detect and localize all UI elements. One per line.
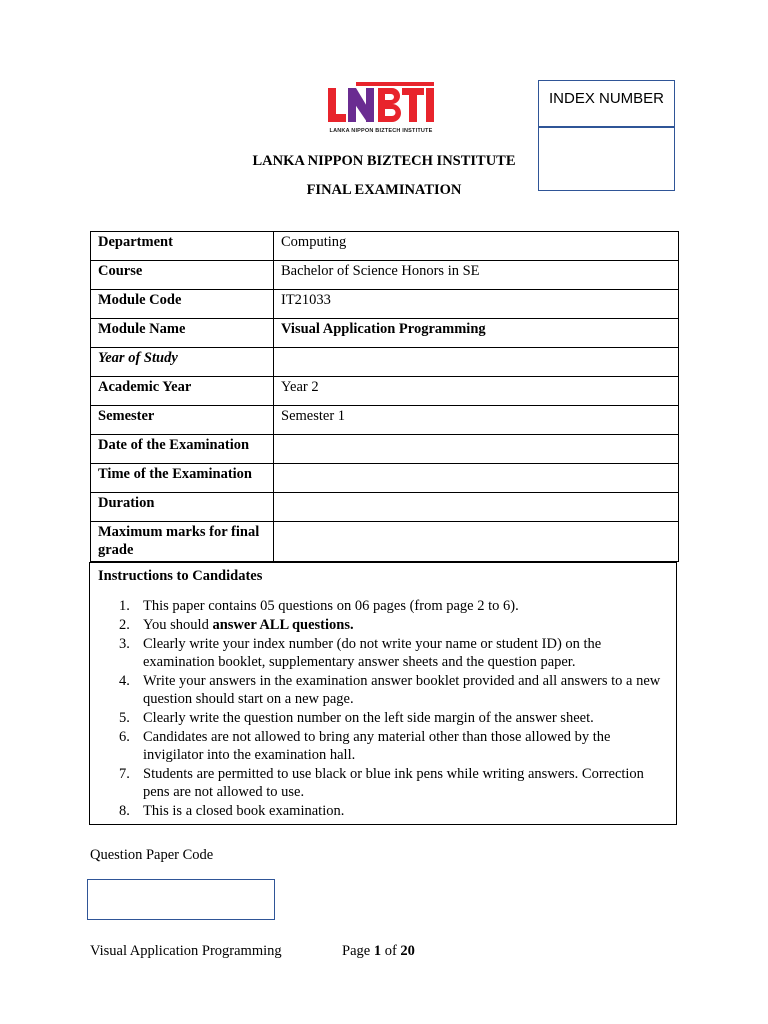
item-number: 7.	[119, 766, 130, 782]
instructions-title: Instructions to Candidates	[98, 568, 263, 584]
row-label-year-of-study: Year of Study	[91, 348, 274, 377]
list-item	[90, 802, 678, 820]
item-number: 3.	[119, 636, 130, 652]
row-value-max-marks	[274, 522, 679, 562]
exam-title: FINAL EXAMINATION	[306, 182, 462, 198]
index-number-box[interactable]	[538, 80, 675, 191]
row-label-department: Department	[91, 232, 274, 261]
instructions-list	[90, 597, 678, 821]
table-row	[91, 406, 679, 435]
row-value-semester: Semester 1	[274, 406, 679, 435]
table-row	[91, 232, 679, 261]
footer-module-name: Visual Application Programming	[90, 943, 282, 959]
row-label-course: Course	[91, 261, 274, 290]
page-current: 1	[373, 943, 382, 959]
list-item	[90, 672, 678, 708]
institute-name: LANKA NIPPON BIZTECH INSTITUTE	[252, 153, 516, 169]
question-paper-code-box[interactable]	[87, 879, 275, 920]
institute-logo	[326, 82, 436, 138]
lnbti-logo-mark	[326, 82, 436, 128]
item-text: This paper contains 05 questions on 06 pages (from page 2 to 6).	[143, 598, 519, 614]
logo-subtitle: LANKA NIPPON BIZTECH INSTITUTE	[329, 128, 433, 134]
item-text: Clearly write the question number on the left side margin of the answer sheet.	[143, 710, 594, 726]
list-item	[90, 616, 678, 634]
row-value-module-code: IT21033	[274, 290, 679, 319]
table-row	[91, 435, 679, 464]
row-label-exam-date: Date of the Examination	[91, 435, 274, 464]
index-number-title: INDEX NUMBER	[539, 81, 674, 128]
row-value-duration	[274, 493, 679, 522]
item-text: Candidates are not allowed to bring any material other than those allowed by the invigilator into the examination hall.	[143, 729, 611, 763]
row-value-exam-date	[274, 435, 679, 464]
item-number: 8.	[119, 803, 130, 819]
item-text: Students are permitted to use black or blue ink pens while writing answers. Correction pens are not allowed to use.	[143, 766, 644, 800]
item-text-bold: answer ALL questions.	[212, 617, 354, 633]
row-label-module-code: Module Code	[91, 290, 274, 319]
row-value-exam-time	[274, 464, 679, 493]
list-item	[90, 728, 678, 764]
page-word: Page	[342, 943, 371, 959]
row-value-course: Bachelor of Science Honors in SE	[274, 261, 679, 290]
list-item	[90, 709, 678, 727]
page-total: 20	[400, 943, 415, 959]
instructions-box	[89, 562, 677, 825]
table-row	[91, 319, 679, 348]
item-text: This is a closed book examination.	[143, 803, 345, 819]
item-number: 4.	[119, 673, 130, 689]
table-row	[91, 464, 679, 493]
list-item	[90, 635, 678, 671]
row-label-max-marks: Maximum marks for final grade	[91, 522, 274, 562]
table-row	[91, 348, 679, 377]
list-item	[90, 597, 678, 615]
item-text: Clearly write your index number (do not write your name or student ID) on the examination booklet, supplementary answer sheets and the question paper.	[143, 636, 602, 670]
item-number: 5.	[119, 710, 130, 726]
footer-page-number	[342, 943, 415, 960]
of-word: of	[384, 943, 397, 959]
table-row	[91, 377, 679, 406]
list-item	[90, 765, 678, 801]
row-value-department: Computing	[274, 232, 679, 261]
item-text-prefix: You should	[143, 617, 213, 633]
row-value-academic-year: Year 2	[274, 377, 679, 406]
table-row	[91, 290, 679, 319]
question-paper-code-label: Question Paper Code	[90, 847, 214, 863]
row-label-semester: Semester	[91, 406, 274, 435]
row-label-duration: Duration	[91, 493, 274, 522]
table-row	[91, 261, 679, 290]
item-number: 6.	[119, 729, 130, 745]
item-number: 2.	[119, 617, 130, 633]
row-label-academic-year: Academic Year	[91, 377, 274, 406]
table-row	[91, 522, 679, 562]
row-label-module-name: Module Name	[91, 319, 274, 348]
row-value-year-of-study	[274, 348, 679, 377]
exam-info-table	[90, 231, 679, 562]
row-value-module-name: Visual Application Programming	[274, 319, 679, 348]
item-number: 1.	[119, 598, 130, 614]
table-row	[91, 493, 679, 522]
item-text: Write your answers in the examination answer booklet provided and all answers to a new question should start on a new page.	[143, 673, 661, 707]
row-label-exam-time: Time of the Examination	[91, 464, 274, 493]
